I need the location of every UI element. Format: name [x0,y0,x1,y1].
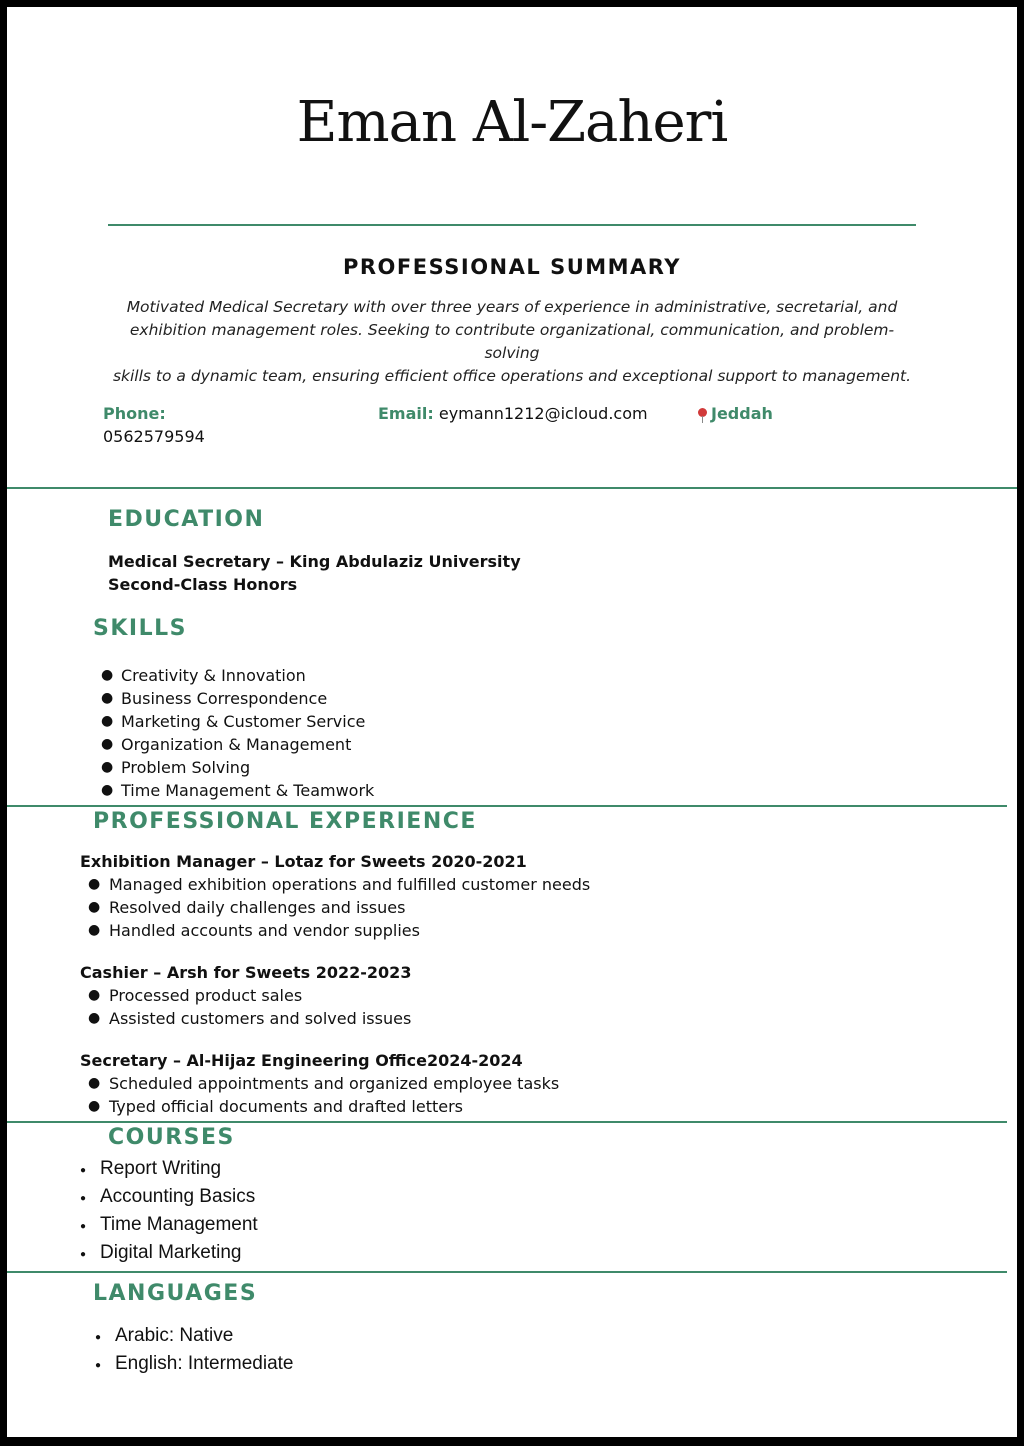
job-bullets [80,984,411,1030]
list-item: ● Problem Solving [101,758,251,777]
location-block [698,402,773,425]
job-heading: Exhibition Manager – Lotaz for Sweets 2020-2021 [80,852,527,871]
list-item: ● Handled accounts and vendor supplies [88,921,420,940]
list-item: ● Business Correspondence [101,689,328,708]
course-text: Accounting Basics [100,1186,256,1207]
section-divider [7,805,1007,807]
section-divider [7,1271,1007,1273]
experience-title: PROFESSIONAL EXPERIENCE [93,809,477,834]
list-item: ● Creativity & Innovation [101,666,306,685]
language-text: English: Intermediate [115,1353,294,1374]
list-item: ● Organization & Management [101,735,352,754]
location-text: Jeddah [711,404,773,423]
skill-text: Problem Solving [121,758,251,777]
bullet-text: Processed product sales [109,986,303,1005]
language-text: Arabic: Native [115,1325,234,1346]
education-title: EDUCATION [108,507,265,532]
list-item: ● Time Management [80,1214,258,1235]
skill-text: Creativity & Innovation [121,666,306,685]
summary-text [107,296,917,388]
list-item: ● Processed product sales [88,986,303,1005]
list-item: ● Report Writing [80,1158,222,1179]
job-entry [80,850,590,942]
section-divider [7,1121,1007,1123]
course-text: Report Writing [100,1158,222,1179]
job-entry [80,1049,559,1118]
skills-list [101,664,375,802]
job-bullets [80,873,590,942]
skill-text: Marketing & Customer Service [121,712,366,731]
bullet-text: Scheduled appointments and organized employee tasks [109,1074,560,1093]
list-item: ● Digital Marketing [80,1242,242,1263]
course-text: Time Management [100,1214,258,1235]
summary-line: exhibition management roles. Seeking to contribute organizational, communication, and problem-solving [129,321,895,362]
languages-title: LANGUAGES [93,1281,258,1306]
summary-line: Motivated Medical Secretary with over three years of experience in administrative, secretarial, and [126,298,898,316]
list-item: ● Scheduled appointments and organized employee tasks [88,1074,560,1093]
skill-text: Time Management & Teamwork [121,781,375,800]
list-item: ● Resolved daily challenges and issues [88,898,406,917]
education-degree: Medical Secretary – King Abdulaziz University [108,552,521,571]
skill-text: Business Correspondence [121,689,328,708]
email-label: Email: [378,404,434,423]
languages-list [95,1322,294,1378]
bullet-text: Typed official documents and drafted letters [109,1097,464,1116]
education-entry [108,550,521,596]
section-divider [7,487,1017,489]
header-divider [108,224,916,226]
phone-number[interactable]: 0562579594 [103,427,205,446]
bullet-text: Handled accounts and vendor supplies [109,921,420,940]
bullet-text: Resolved daily challenges and issues [109,898,406,917]
resume-page [7,7,1017,1437]
list-item: ● Managed exhibition operations and fulfilled customer needs [88,875,591,894]
phone-label: Phone: [103,404,166,423]
job-heading: Secretary – Al-Hijaz Engineering Office2024-2024 [80,1051,523,1070]
email-address[interactable]: eymann1212@icloud.com [438,404,648,423]
email-block [378,402,648,425]
phone-block [103,402,205,448]
courses-list [80,1155,258,1267]
job-bullets [80,1072,559,1118]
job-entry [80,961,411,1030]
bullet-text: Managed exhibition operations and fulfilled customer needs [109,875,591,894]
list-item: ● English: Intermediate [95,1353,294,1374]
list-item: ● Time Management & Teamwork [101,781,375,800]
list-item: ● Arabic: Native [95,1325,234,1346]
summary-title: PROFESSIONAL SUMMARY [342,255,682,279]
bullet-text: Assisted customers and solved issues [109,1009,412,1028]
candidate-name: Eman Al-Zaheri [296,90,728,155]
map-pin-icon [698,408,707,417]
list-item: ● Marketing & Customer Service [101,712,366,731]
list-item: ● Assisted customers and solved issues [88,1009,412,1028]
skills-title: SKILLS [93,616,187,641]
courses-title: COURSES [108,1125,235,1150]
job-heading: Cashier – Arsh for Sweets 2022-2023 [80,963,412,982]
course-text: Digital Marketing [100,1242,242,1263]
list-item: ● Typed official documents and drafted letters [88,1097,464,1116]
list-item: ● Accounting Basics [80,1186,256,1207]
skill-text: Organization & Management [121,735,352,754]
education-honors: Second-Class Honors [108,575,298,594]
summary-line: skills to a dynamic team, ensuring efficient office operations and exceptional support to management. [112,367,912,385]
